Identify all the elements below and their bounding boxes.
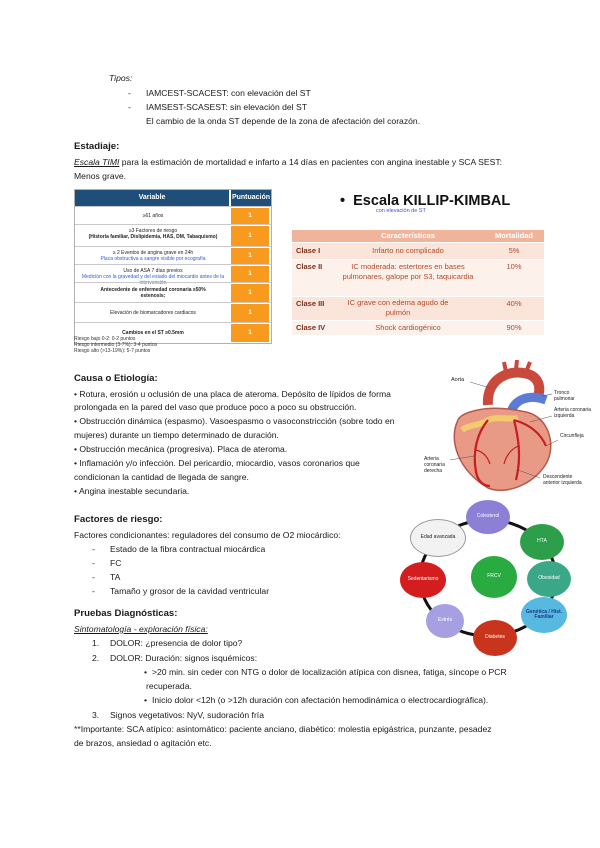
table-row — [75, 264, 271, 286]
timi-variable-detail: estenosis; — [140, 293, 166, 299]
timi-points: 1 — [231, 324, 269, 342]
bullet: • — [74, 444, 78, 454]
killip-mort: 40% — [506, 299, 522, 308]
timi-col-puntuacion: Puntuación — [231, 190, 271, 206]
label-tronco: Tronco pulmonar — [554, 390, 575, 402]
importante-line-1: **Importante: SCA atípico: asintomático: paciente anciano, diabético: molestia epigástrica, punzante, pesadez — [74, 724, 492, 734]
dash: - — [128, 102, 131, 112]
killip-title — [340, 193, 510, 209]
label-circunfleja: Circunfleja — [560, 433, 584, 439]
causa-text: Obstrucción dinámica (espasmo). Vasoespasmo o vasoconstricción (sobre todo en — [79, 416, 395, 426]
causa-text: Inflamación y/o infección. Del pericardio, miocardio, vasos coronarios que — [79, 458, 360, 468]
table-row — [75, 302, 271, 323]
cycle-node-obesidad: Obesidad — [527, 561, 571, 597]
pruebas-heading: Pruebas Diagnósticas: — [74, 608, 178, 619]
killip-clase: Clase I — [296, 246, 321, 255]
table-row — [75, 246, 271, 265]
killip-mort: 10% — [506, 262, 522, 271]
list-number: 2. — [92, 653, 100, 663]
timi-variable: ≥ 2 Eventos de angina grave en 24h — [112, 250, 194, 256]
cycle-node-sedentarismo: Sedentarismo — [400, 562, 446, 598]
causa-text: Angina inestable secundaria. — [78, 486, 190, 496]
label-descendente: Descendente anterior izquierda — [543, 474, 582, 486]
tipos-item-2: IAMSEST-SCASEST: sin elevación del ST — [146, 102, 307, 112]
pruebas-item-2: DOLOR: Duración: signos isquémicos: — [110, 653, 258, 663]
timi-col-variable: Variable — [75, 190, 229, 206]
timi-risk-line: Riesgo intermedio (3-7%): 3-4 puntos — [74, 342, 158, 348]
causa-text: Rotura, erosión u oclusión de una placa de ateroma. Depósito de lípidos de forma — [79, 389, 391, 399]
causa-heading: Causa o Etiología: — [74, 373, 158, 384]
pruebas-subheading: Sintomatología - exploración física: — [74, 624, 208, 634]
tipos-note: El cambio de la onda ST depende de la zona de afectación del corazón. — [146, 116, 421, 126]
dash: - — [92, 572, 95, 582]
dash: - — [128, 88, 131, 98]
bullet: • — [74, 416, 78, 426]
table-row — [75, 206, 271, 225]
bullet: • — [144, 667, 148, 677]
cycle-node-colesterol: Colesterol — [466, 500, 510, 534]
importante-line-2: de brazos, ansiedad o agitación etc. — [74, 738, 212, 748]
timi-variable: Cambios en el ST ≥0.5mm — [122, 330, 184, 336]
dash: - — [92, 558, 95, 568]
cycle-node-edad: Edad avanzada — [410, 519, 466, 557]
timi-points: 1 — [231, 248, 269, 264]
timi-risk-line: Riesgo bajo 0-2: 0-2 puntos — [74, 336, 136, 342]
pruebas-item-3: Signos vegetativos: NyV, sudoración fría — [110, 710, 264, 720]
causa-text: Obstrucción mecánica (progresiva). Placa de ateroma. — [79, 444, 288, 454]
pruebas-item-1: DOLOR: ¿presencia de dolor tipo? — [110, 638, 243, 648]
killip-clase: Clase III — [296, 299, 325, 308]
bullet: • — [74, 458, 78, 468]
timi-variable-detail: Placa obstructiva a sangre visible por ecografía — [100, 256, 206, 262]
killip-caract: IC moderada: estertores en bases pulmonares, galope por S3, taquicardia — [342, 262, 474, 281]
tipos-heading: Tipos: — [109, 73, 133, 83]
factores-intro: Factores condicionantes: reguladores del consumo de O2 miocárdico: — [74, 530, 341, 540]
factores-item: TA — [110, 572, 121, 582]
timi-variable: Uso de ASA 7 días previos — [123, 268, 183, 274]
label-arteria-derecha: Arteria coronaria derecha — [424, 456, 445, 474]
table-row — [75, 282, 271, 303]
label-arteria-izquierda: Arteria coronaria izquierda — [554, 407, 591, 419]
killip-col-mortalidad: Mortalidad — [495, 231, 533, 240]
factores-item: Estado de la fibra contractual miocárdica — [110, 544, 266, 554]
list-number: 1. — [92, 638, 100, 648]
factores-item: FC — [110, 558, 122, 568]
factores-heading: Factores de riesgo: — [74, 514, 163, 525]
timi-points: 1 — [231, 208, 269, 224]
label-aorta: Aorta — [451, 377, 465, 383]
dash: - — [92, 544, 95, 554]
killip-mort: 5% — [508, 246, 520, 255]
causa-item-3 — [74, 443, 287, 455]
timi-table — [74, 189, 272, 344]
dash: - — [92, 586, 95, 596]
cycle-center-frcv: FRCV — [471, 556, 517, 598]
cycle-node-hta: HTA — [520, 524, 564, 560]
bullet: • — [74, 389, 78, 399]
cycle-node-diabetes: Diabetes — [473, 620, 517, 656]
list-number: 3. — [92, 710, 100, 720]
timi-variable: Antecedente de enfermedad coronaria ≥50% — [100, 287, 206, 293]
timi-points: 1 — [231, 284, 269, 302]
estadiaje-heading: Estadiaje: — [74, 141, 120, 152]
timi-variable: Elevación de biomarcadores cardiacos — [110, 310, 196, 316]
causa-item-4-cont: condicionan la cantidad de llegada de sangre. — [74, 472, 249, 482]
killip-subtitle: con elevación de ST — [376, 208, 426, 214]
timi-variable-detail: (Historia familiar, Dislipidemia, HAS, DM, Tabaquismo) — [88, 234, 218, 240]
causa-item-1-cont: prolongada en la pared del vaso que produce poco a poco su obstrucción. — [74, 402, 357, 412]
pruebas-sub-1: >20 min. sin ceder con NTG o dolor de localización atípica con disnea, fatiga, síncope o PCR — [152, 667, 507, 677]
timi-variable: ≥3 Factores de riesgo — [128, 228, 178, 234]
causa-item-5 — [74, 485, 189, 497]
killip-col-caracteristicas: Características — [381, 231, 435, 240]
timi-variable: ≥61 años — [142, 213, 164, 219]
causa-item-2-cont: mujeres) durante un tiempo determinado de duración. — [74, 430, 279, 440]
timi-risk-line: Riesgo alto (>13-19%): 5-7 puntos — [74, 348, 151, 354]
pruebas-sub-1-cont: recuperada. — [146, 681, 192, 691]
killip-caract: IC grave con edema agudo de pulmón — [347, 298, 449, 317]
bullet: • — [144, 695, 148, 705]
factores-item: Tamaño y grosor de la cavidad ventricular — [110, 586, 270, 596]
killip-caract: Infarto no complicado — [372, 246, 444, 255]
tipos-item-1: IAMCEST-SCACEST: con elevación del ST — [146, 88, 311, 98]
killip-bullet: • — [340, 193, 346, 209]
killip-title-text: Escala KILLIP-KIMBAL — [353, 193, 511, 209]
timi-points: 1 — [231, 304, 269, 322]
causa-item-1 — [74, 388, 391, 400]
table-row — [75, 224, 271, 247]
killip-caract: Shock cardiogénico — [375, 323, 441, 332]
causa-item-4 — [74, 457, 360, 469]
estadiaje-line-2: Menos grave. — [74, 171, 127, 181]
pruebas-sub-2: Inicio dolor <12h (o >12h duración con afectación hemodinámica o electrocardiográfica). — [152, 695, 489, 705]
bullet: • — [74, 486, 78, 496]
escala-timi-label: Escala TIMI — [74, 157, 120, 167]
cycle-node-estres: Estrés — [426, 604, 464, 638]
killip-clase: Clase II — [296, 262, 323, 271]
timi-variable-detail: Medición con la gravedad y del estado del miocardio antes de la intervención — [81, 274, 225, 286]
estadiaje-line-1 — [74, 156, 502, 168]
killip-mort: 90% — [506, 323, 522, 332]
killip-clase: Clase IV — [296, 323, 326, 332]
estadiaje-line-1-text: para la estimación de mortalidad e infarto a 14 días en pacientes con angina inestable y SCA SEST: — [119, 157, 503, 167]
causa-item-2 — [74, 415, 395, 427]
timi-points: 1 — [231, 226, 269, 246]
cycle-node-genetica: Genética / Hist. Familiar — [521, 597, 567, 633]
timi-points: 1 — [231, 266, 269, 282]
